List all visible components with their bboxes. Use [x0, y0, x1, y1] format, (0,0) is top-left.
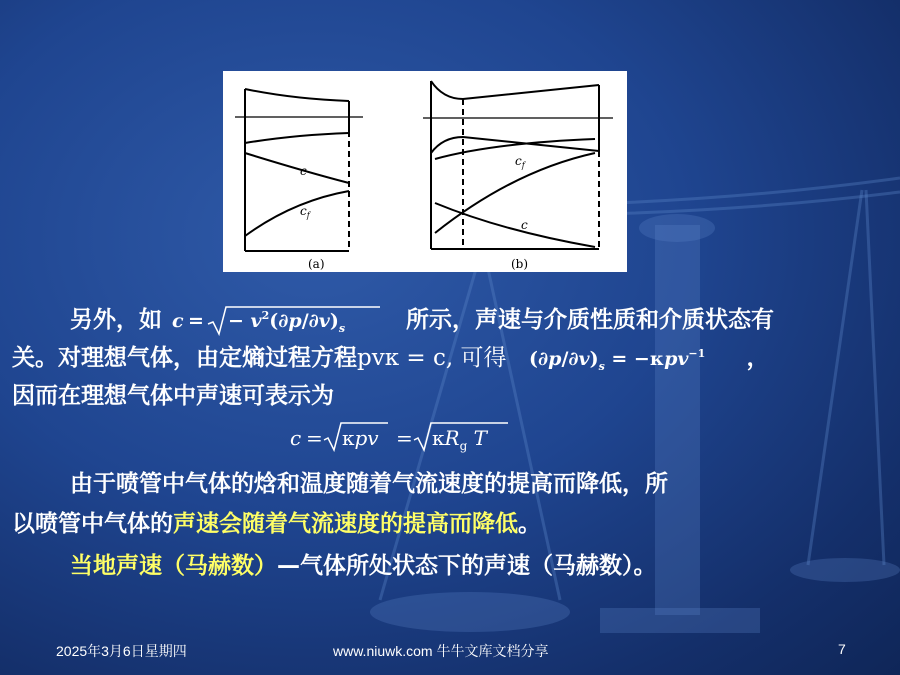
footer-date: 2025年3月6日星期四 — [56, 643, 187, 659]
formula-derivative — [515, 342, 747, 376]
para1-line3: 因而在理想气体中声速可表示为 — [12, 383, 334, 409]
label-cf-a: $c_f$ — [300, 204, 310, 220]
highlight-text: 声速会随着气流速度的提高而降低 — [173, 511, 518, 537]
para3-line: 当地声速（马赫数）—气体所处状态下的声速（马赫数）。 — [70, 553, 657, 579]
nozzle-diagram — [223, 71, 627, 272]
formula-sound-speed-general — [170, 304, 398, 338]
svg-text:κpv: κpv — [342, 426, 379, 450]
svg-text:c: c — [290, 426, 302, 450]
svg-text:− v2(∂p/∂v)s: − $v^2(\partial p/\partial v)_s$ — [228, 308, 346, 335]
para1-line2: 关。对理想气体，由定熵过程方程pvκ = c, 可得 $(\partial p/\partial v)_s = -\kappa pv^{-1}$ ， — [12, 340, 770, 376]
svg-text:=: = — [188, 309, 204, 332]
svg-text:(∂p/∂v)s = −κpv−1: $(\partial p/\partial v)_s = -\kappa pv^{-1}$ — [528, 346, 705, 373]
local-sound-speed-term: 当地声速（马赫数） — [70, 553, 277, 579]
page-number: 7 — [838, 641, 846, 657]
label-c-b: c — [521, 218, 528, 232]
label-c-a: c — [300, 164, 307, 178]
para1-line1: 另外，如 c = − $v^2(\partial p/\partial v)_s$ 所示，声速与介质性质和介质状态有 — [70, 302, 774, 338]
formula-ideal-gas-sound-speed — [288, 418, 518, 456]
svg-text:=: = — [396, 426, 413, 450]
svg-text:=: = — [306, 426, 323, 450]
label-cf-b: $c_f$ — [515, 154, 525, 170]
svg-text:κRg T: $\kappa R_g$ T — [432, 426, 487, 453]
label-a: (a) — [308, 257, 325, 271]
label-b: (b) — [511, 257, 529, 271]
svg-text:c: c — [172, 309, 184, 332]
footer-site[interactable]: www.niuwk.com 牛牛文库文档分享 — [333, 643, 549, 659]
para2-line1: 由于喷管中气体的焓和温度随着气流速度的提高而降低，所 — [70, 471, 668, 497]
para2-line2: 以喷管中气体的声速会随着气流速度的提高而降低。 — [12, 511, 541, 537]
